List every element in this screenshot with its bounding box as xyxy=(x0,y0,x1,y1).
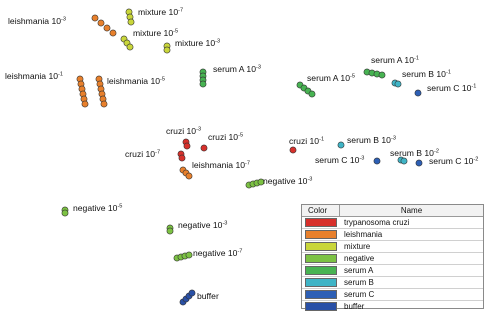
point-label: serum C $10^{-2}$ xyxy=(429,156,479,166)
data-point xyxy=(374,158,380,164)
data-point xyxy=(104,25,110,31)
data-point xyxy=(101,101,107,107)
point-cluster xyxy=(201,145,207,151)
data-point xyxy=(82,101,88,107)
point-label: mixture $10^{-7}$ xyxy=(138,7,184,17)
point-label: leishmania $10^{-1}$ xyxy=(5,71,64,81)
point-label: cruzi $10^{-5}$ xyxy=(208,132,244,142)
legend-swatch-buffer xyxy=(305,302,337,311)
data-point xyxy=(62,210,68,216)
legend-label: leishmania xyxy=(344,230,383,239)
point-label: serum A $10^{-1}$ xyxy=(371,55,419,65)
data-point xyxy=(164,47,170,53)
point-cluster xyxy=(174,252,192,261)
legend-label: negative xyxy=(344,254,375,263)
legend-label: serum B xyxy=(344,278,374,287)
legend-swatch-serum-a xyxy=(305,266,337,275)
data-point xyxy=(379,72,385,78)
point-label: negative $10^{-3}$ xyxy=(178,220,228,230)
legend-row xyxy=(302,265,483,277)
point-cluster xyxy=(126,9,134,25)
data-point xyxy=(98,20,104,26)
legend-row xyxy=(302,217,483,229)
legend-label: serum C xyxy=(344,290,375,299)
legend-row xyxy=(302,301,483,312)
data-point xyxy=(290,147,296,153)
legend-row xyxy=(302,241,483,253)
legend-header xyxy=(302,205,483,217)
legend-header-name: Name xyxy=(400,206,423,215)
data-point xyxy=(338,142,344,148)
point-label: serum A $10^{-5}$ xyxy=(307,73,355,83)
point-cluster xyxy=(77,76,88,107)
legend-label: trypanosoma cruzi xyxy=(344,218,410,227)
point-label: serum B $10^{-2}$ xyxy=(390,148,439,158)
data-point xyxy=(186,252,192,258)
data-point xyxy=(201,145,207,151)
data-point xyxy=(186,173,192,179)
point-cluster xyxy=(415,90,421,96)
point-label: mixture $10^{-5}$ xyxy=(133,28,179,38)
data-point xyxy=(416,160,422,166)
point-cluster xyxy=(164,43,170,53)
point-cluster xyxy=(96,76,107,107)
point-label: cruzi $10^{-3}$ xyxy=(166,126,202,136)
point-label: leishmania $10^{-5}$ xyxy=(107,76,166,86)
legend-row xyxy=(302,277,483,289)
point-cluster xyxy=(178,151,185,161)
data-point xyxy=(184,143,190,149)
legend-swatch-mixture xyxy=(305,242,337,251)
legend-row xyxy=(302,289,483,301)
point-cluster xyxy=(290,147,296,153)
point-cluster xyxy=(92,15,116,36)
point-label: leishmania $10^{-3}$ xyxy=(8,16,67,26)
point-label: mixture $10^{-3}$ xyxy=(175,38,221,48)
point-label: serum C $10^{-3}$ xyxy=(315,155,365,165)
point-label: negative $10^{-5}$ xyxy=(73,203,123,213)
data-point xyxy=(167,228,173,234)
legend-swatch-leishmania xyxy=(305,230,337,239)
data-point xyxy=(415,90,421,96)
point-cluster xyxy=(416,160,422,166)
point-cluster xyxy=(121,36,133,50)
point-cluster xyxy=(338,142,344,148)
legend-swatch-serum-c xyxy=(305,290,337,299)
point-label: leishmania $10^{-7}$ xyxy=(192,160,251,170)
point-cluster xyxy=(374,158,380,164)
point-label: negative $10^{-7}$ xyxy=(193,248,243,258)
data-point xyxy=(401,158,407,164)
point-cluster xyxy=(62,207,68,216)
legend-label: serum A xyxy=(344,266,374,275)
data-point xyxy=(395,81,401,87)
point-cluster xyxy=(200,69,206,87)
point-label: cruzi $10^{-1}$ xyxy=(289,136,325,146)
data-point xyxy=(92,15,98,21)
point-cluster xyxy=(180,290,195,305)
point-label: buffer xyxy=(197,291,219,301)
point-label: serum A $10^{-3}$ xyxy=(213,64,261,74)
point-label: serum C $10^{-1}$ xyxy=(427,83,477,93)
point-cluster xyxy=(392,80,401,87)
point-cluster xyxy=(167,225,173,234)
legend-label: mixture xyxy=(344,242,371,251)
data-point xyxy=(127,44,133,50)
legend-table xyxy=(301,204,484,309)
data-point xyxy=(179,155,185,161)
legend-header-color: Color xyxy=(302,205,340,216)
point-cluster xyxy=(246,179,264,188)
legend-swatch-serum-b xyxy=(305,278,337,287)
point-label: negative $10^{-3}$ xyxy=(263,176,313,186)
point-cluster xyxy=(364,69,385,78)
data-point xyxy=(128,19,134,25)
point-label: serum B $10^{-3}$ xyxy=(347,135,396,145)
legend-label: buffer xyxy=(344,302,365,311)
point-label: cruzi $10^{-7}$ xyxy=(125,149,161,159)
legend-swatch-cruzi xyxy=(305,218,337,227)
data-point xyxy=(200,81,206,87)
point-label: serum B $10^{-1}$ xyxy=(402,69,451,79)
point-cluster xyxy=(183,139,190,149)
point-cluster xyxy=(297,82,315,97)
legend-row xyxy=(302,253,483,265)
point-cluster xyxy=(180,167,192,179)
data-point xyxy=(110,30,116,36)
legend-swatch-negative xyxy=(305,254,337,263)
data-point xyxy=(189,290,195,296)
legend-row xyxy=(302,229,483,241)
data-point xyxy=(309,91,315,97)
